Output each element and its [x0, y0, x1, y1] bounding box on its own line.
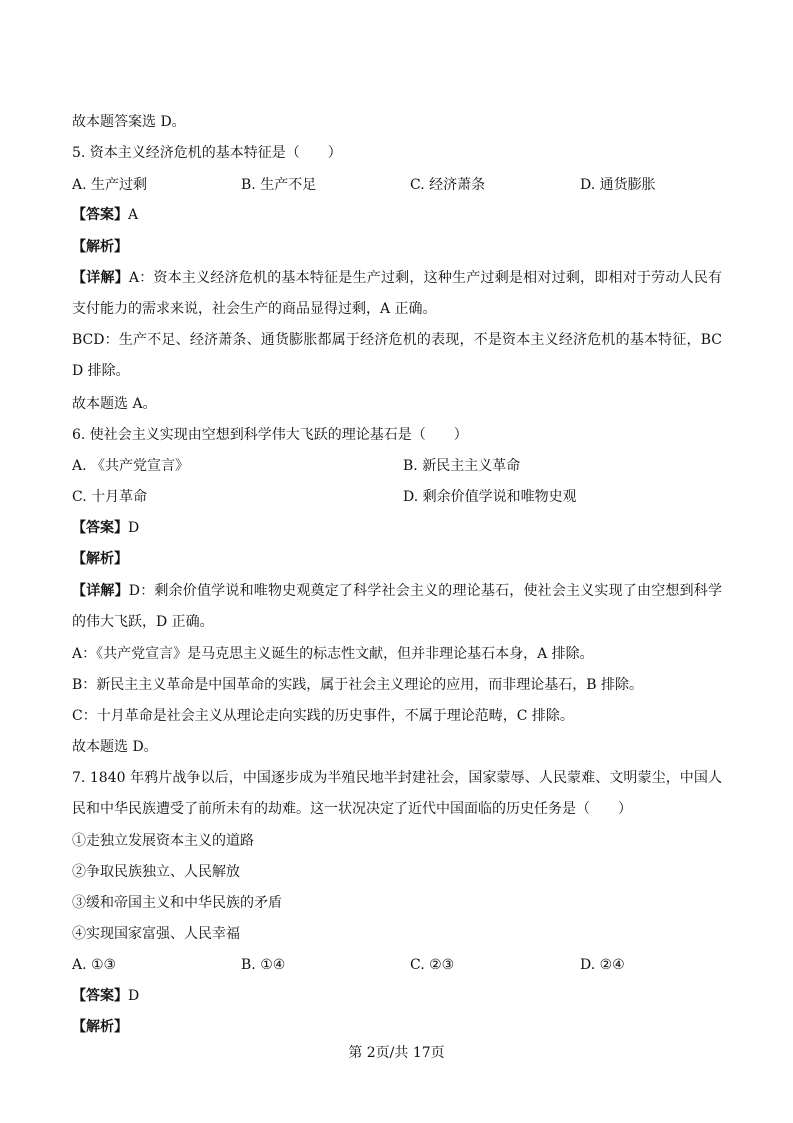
q5-detail — [72, 263, 722, 325]
q6-option-d: D. 剩余价值学说和唯物史观 — [403, 489, 577, 505]
q6-answer-tag: 【答案】 — [72, 520, 128, 536]
q7-option-c: C. ②③ — [410, 957, 455, 973]
q7-item-3: ③缓和帝国主义和中华民族的矛盾 — [72, 895, 282, 911]
q5-option-b: B. 生产不足 — [241, 177, 317, 193]
q5-answer-tag: 【答案】 — [72, 207, 128, 223]
q7-analysis-tag — [72, 1017, 128, 1037]
q5-option-d: D. 通货膨胀 — [580, 177, 656, 193]
q7-option-d: D. ②④ — [580, 957, 625, 973]
q7-answer-tag: 【答案】 — [72, 988, 128, 1004]
q5-detail-tag: 【详解】 — [72, 270, 129, 286]
q6-analysis-tag — [72, 549, 128, 569]
q6-line-a: A：《共产党宣言》是马克思主义诞生的标志性文献，但并非理论基石本身，A 排除。 — [72, 646, 594, 662]
page-footer: 第 2页/共 17页 — [348, 1045, 445, 1061]
q6-detail-text: D：剩余价值学说和唯物史观奠定了科学社会主义的理论基石，使社会主义实现了由空想到科学的伟大飞跃，D 正确。 — [72, 583, 722, 630]
q6-line-c: C：十月革命是社会主义从理论走向实践的历史事件，不属于理论范畴，C 排除。 — [72, 708, 574, 724]
q7-item-1: ①走独立发展资本主义的道路 — [72, 833, 254, 849]
q7-option-b: B. ①④ — [241, 957, 286, 973]
q5-conclusion: 故本题选 A。 — [72, 396, 157, 412]
q5-answer-line — [72, 205, 138, 225]
q7-stem: 7. 1840 年鸦片战争以后，中国逐步成为半殖民地半封建社会，国家蒙辱、人民蒙难、文明蒙尘，中国人民和中华民族遭受了前所未有的劫难。这一状况决定了近代中国面临的历史任务是（ ） — [72, 770, 722, 817]
q7-answer: D — [128, 988, 140, 1004]
q5-detail-bcd: BCD：生产不足、经济萧条、通货膨胀都属于经济危机的表现，不是资本主义经济危机的基本特征，BCD 排除。 — [72, 332, 722, 379]
q5-option-a: A. 生产过剩 — [72, 177, 148, 193]
q5-answer: A — [128, 207, 139, 223]
q4-conclusion: 故本题答案选 D。 — [72, 114, 186, 130]
q6-answer: D — [128, 520, 140, 536]
q6-answer-line — [72, 518, 139, 538]
q6-option-a: A. 《共产党宣言》 — [72, 458, 190, 474]
q6-detail — [72, 576, 722, 638]
q5-option-c: C. 经济萧条 — [410, 177, 486, 193]
q6-conclusion: 故本题选 D。 — [72, 739, 158, 755]
q7-item-2: ②争取民族独立、人民解放 — [72, 864, 240, 880]
q6-line-b: B：新民主主义革命是中国革命的实践，属于社会主义理论的应用，而非理论基石，B 排除。 — [72, 677, 644, 693]
q6-detail-tag: 【详解】 — [72, 583, 129, 599]
q7-item-4: ④实现国家富强、人民幸福 — [72, 926, 240, 942]
q7-option-a: A. ①③ — [72, 957, 117, 973]
q6-stem: 6. 使社会主义实现由空想到科学伟大飞跃的理论基石是（ ） — [72, 427, 468, 443]
q5-detail-text: A：资本主义经济危机的基本特征是生产过剩，这种生产过剩是相对过剩，即相对于劳动人民有支付能力的需求来说，社会生产的商品显得过剩，A 正确。 — [72, 270, 723, 317]
q7-analysis-label: 【解析】 — [72, 1019, 128, 1035]
q6-option-b: B. 新民主主义革命 — [403, 458, 521, 474]
q5-analysis-label: 【解析】 — [72, 239, 128, 255]
q6-analysis-label: 【解析】 — [72, 551, 128, 567]
q6-option-c: C. 十月革命 — [72, 489, 148, 505]
q5-analysis-tag — [72, 237, 128, 257]
q7-answer-line — [72, 986, 139, 1006]
q5-stem: 5. 资本主义经济危机的基本特征是（ ） — [72, 145, 342, 161]
